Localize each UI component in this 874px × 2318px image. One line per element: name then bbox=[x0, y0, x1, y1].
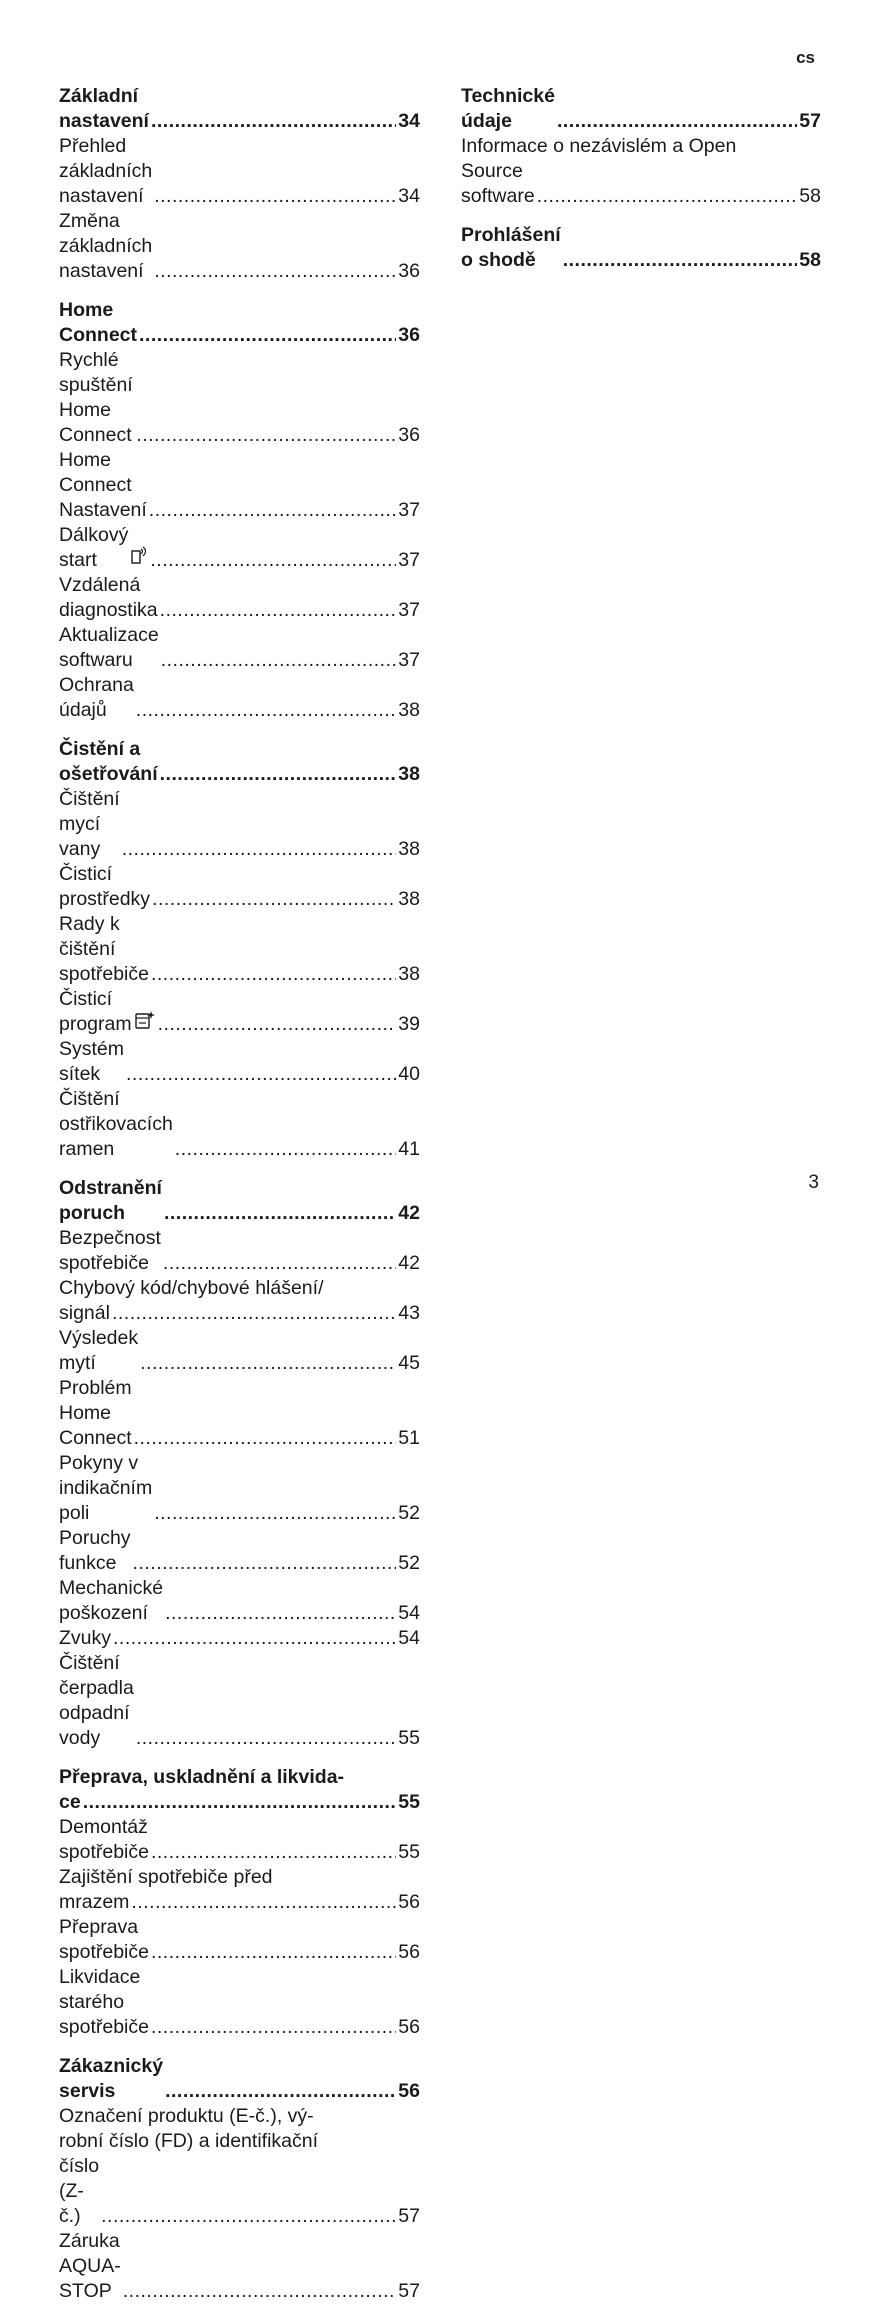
toc-entry[interactable] bbox=[59, 912, 420, 987]
toc-page-number: 42 bbox=[398, 1252, 420, 1274]
toc-entry-title: Čištění ostřikovacích ramen bbox=[59, 1088, 173, 1160]
toc-entry[interactable] bbox=[59, 1576, 420, 1626]
dot-leader bbox=[123, 2279, 397, 2304]
toc-entry-title: Přehled základních nastavení bbox=[59, 135, 153, 207]
toc-page-number: 51 bbox=[398, 1427, 420, 1449]
toc-entry-title: Vzdálená diagnostika bbox=[59, 574, 158, 621]
toc-page-number: 37 bbox=[398, 599, 420, 621]
dot-leader bbox=[175, 1137, 397, 1162]
toc-entry[interactable] bbox=[59, 1451, 420, 1526]
toc-entry-title: Home Connect Nastavení bbox=[59, 449, 147, 521]
toc-entry-title: Mechanické poškození bbox=[59, 1577, 164, 1624]
toc-entry-title: Přeprava spotřebiče bbox=[59, 1916, 149, 1963]
toc-section-heading-line bbox=[59, 1765, 420, 1790]
toc-page-number: 55 bbox=[398, 1727, 420, 1749]
toc-section bbox=[59, 1765, 420, 2040]
toc-page-number: 36 bbox=[398, 260, 420, 282]
toc-entry[interactable] bbox=[59, 448, 420, 523]
toc-section bbox=[59, 737, 420, 1162]
toc-entry-title: Systém sítek bbox=[59, 1038, 125, 1085]
toc-entry[interactable] bbox=[59, 673, 420, 723]
toc-page-number: 56 bbox=[398, 2016, 420, 2038]
toc-page-number: 43 bbox=[398, 1302, 420, 1324]
toc-right-column bbox=[461, 84, 821, 287]
toc-entry[interactable] bbox=[59, 1376, 420, 1451]
toc-page-number: 56 bbox=[398, 1941, 420, 1963]
toc-entry[interactable] bbox=[59, 209, 420, 284]
dot-leader bbox=[101, 2204, 396, 2229]
toc-entry-title: Pokyny v indikačním poli bbox=[59, 1452, 153, 1524]
toc-entry-title: Čištění čerpadla odpadní vody bbox=[59, 1652, 134, 1749]
dot-leader bbox=[134, 1426, 397, 1451]
dot-leader bbox=[158, 1012, 397, 1037]
toc-page-number: 58 bbox=[799, 249, 821, 271]
toc-page-number: 57 bbox=[398, 2280, 420, 2302]
toc-entry-title: Source software bbox=[461, 160, 535, 207]
toc-entry-title: Aktualizace softwaru bbox=[59, 624, 159, 671]
toc-page-number: 42 bbox=[398, 1202, 420, 1224]
toc-page-number: 40 bbox=[398, 1063, 420, 1085]
toc-page-number: 37 bbox=[398, 549, 420, 571]
toc-entry[interactable] bbox=[59, 348, 420, 448]
toc-entry-line bbox=[59, 2129, 420, 2154]
toc-page-number: 54 bbox=[398, 1627, 420, 1649]
toc-page-number: 38 bbox=[398, 888, 420, 910]
toc-entry-line bbox=[59, 1276, 420, 1301]
dot-leader bbox=[154, 184, 396, 209]
toc-page-number: 55 bbox=[398, 1791, 420, 1813]
dot-leader bbox=[160, 598, 397, 623]
toc-entry-title: ce bbox=[59, 1791, 81, 1813]
toc-entry[interactable] bbox=[59, 787, 420, 862]
toc-page-number: 36 bbox=[398, 324, 420, 346]
dot-leader bbox=[150, 548, 396, 573]
toc-page-number: 38 bbox=[398, 763, 420, 785]
dot-leader bbox=[140, 1351, 396, 1376]
toc-page-number: 37 bbox=[398, 649, 420, 671]
dot-leader bbox=[161, 648, 397, 673]
dot-leader bbox=[149, 498, 397, 523]
dot-leader bbox=[537, 184, 798, 209]
toc-entry-title: Rady k čištění spotřebiče bbox=[59, 913, 149, 985]
toc-entry-title: Rychlé spuštění Home Connect bbox=[59, 349, 133, 446]
toc-entry-title: Zajištění spotřebiče před bbox=[59, 1866, 273, 1888]
toc-page-number: 56 bbox=[398, 1891, 420, 1913]
toc-section bbox=[59, 1176, 420, 1751]
dot-leader bbox=[160, 762, 397, 787]
dot-leader bbox=[151, 1940, 396, 1965]
dot-leader bbox=[563, 248, 798, 273]
toc-entry[interactable] bbox=[59, 1037, 420, 1087]
toc-page-number: 54 bbox=[398, 1602, 420, 1624]
toc-entry-title: Dálkový start bbox=[59, 524, 129, 571]
toc-page-number: 34 bbox=[398, 185, 420, 207]
remote-start-icon bbox=[130, 546, 148, 573]
toc-section-heading[interactable] bbox=[59, 1790, 420, 1815]
toc-entry-title: Přeprava, uskladnění a likvida- bbox=[59, 1766, 345, 1788]
dot-leader bbox=[133, 1551, 397, 1576]
toc-entry[interactable] bbox=[461, 159, 821, 209]
toc-entry[interactable] bbox=[59, 623, 420, 673]
dot-leader bbox=[165, 1601, 396, 1626]
dot-leader bbox=[154, 1501, 396, 1526]
toc-page-number: 52 bbox=[398, 1502, 420, 1524]
toc-section-heading[interactable] bbox=[59, 2054, 420, 2104]
toc-section-heading[interactable] bbox=[59, 1176, 420, 1226]
dot-leader bbox=[83, 1790, 397, 1815]
dot-leader bbox=[139, 323, 396, 348]
toc-entry[interactable] bbox=[59, 1815, 420, 1865]
toc-entry-title: Výsledek mytí bbox=[59, 1327, 139, 1374]
dot-leader bbox=[151, 1840, 396, 1865]
toc-page-number: 38 bbox=[398, 963, 420, 985]
toc-page-number: 52 bbox=[398, 1552, 420, 1574]
toc-entry-title: Čisticí prostředky bbox=[59, 863, 151, 910]
toc-entry[interactable] bbox=[59, 2154, 420, 2229]
toc-entry-title: Technické údaje bbox=[461, 85, 555, 132]
toc-page-number: 38 bbox=[398, 838, 420, 860]
toc-section-heading[interactable] bbox=[461, 223, 821, 273]
toc-entry-title: Likvidace starého spotřebiče bbox=[59, 1966, 149, 2038]
toc-entry-line bbox=[59, 2104, 420, 2129]
toc-page-number: 57 bbox=[398, 2205, 420, 2227]
toc-entry[interactable] bbox=[59, 1626, 420, 1651]
page-number: 3 bbox=[808, 1172, 819, 1193]
toc-page-number: 38 bbox=[398, 699, 420, 721]
toc-page-number: 45 bbox=[398, 1352, 420, 1374]
toc-entry-title: Odstranění poruch bbox=[59, 1177, 162, 1224]
toc-section-heading[interactable] bbox=[461, 84, 821, 134]
toc-page-number: 41 bbox=[398, 1138, 420, 1160]
dot-leader bbox=[151, 109, 396, 134]
toc-entry-title: Označení produktu (E-č.), vý- bbox=[59, 2105, 314, 2127]
dot-leader bbox=[136, 1726, 396, 1751]
toc-entry-line bbox=[461, 134, 821, 159]
toc-entry-title: Prohlášení o shodě bbox=[461, 224, 561, 271]
dot-leader bbox=[112, 1301, 396, 1326]
dot-leader bbox=[165, 2079, 396, 2104]
toc-entry-title: číslo (Z-č.) bbox=[59, 2155, 100, 2227]
toc-page-number: 57 bbox=[799, 110, 821, 132]
dot-leader bbox=[122, 837, 397, 862]
toc-entry-title: Informace o nezávislém a Open bbox=[461, 135, 737, 157]
dot-leader bbox=[154, 259, 396, 284]
dot-leader bbox=[164, 1201, 396, 1226]
toc-entry-title: mrazem bbox=[59, 1891, 130, 1913]
toc-section bbox=[59, 84, 420, 284]
cleaning-program-icon bbox=[134, 1010, 156, 1037]
toc-section bbox=[59, 2054, 420, 2304]
toc-entry[interactable] bbox=[59, 1526, 420, 1576]
toc-entry[interactable] bbox=[59, 1326, 420, 1376]
toc-entry-title: Bezpečnost spotřebiče bbox=[59, 1227, 161, 1274]
dot-leader bbox=[126, 1062, 396, 1087]
toc-page-number: 58 bbox=[799, 185, 821, 207]
toc-entry-title: Čisticí program bbox=[59, 988, 132, 1035]
toc-entry-title: Zákaznický servis bbox=[59, 2055, 164, 2102]
toc-page-number: 34 bbox=[398, 110, 420, 132]
dot-leader bbox=[136, 423, 396, 448]
toc-entry-line bbox=[59, 1865, 420, 1890]
toc-entry-title: Demontáž spotřebiče bbox=[59, 1816, 149, 1863]
dot-leader bbox=[136, 698, 397, 723]
toc-entry-title: Poruchy funkce bbox=[59, 1527, 131, 1574]
toc-page-number: 55 bbox=[398, 1841, 420, 1863]
toc-entry[interactable] bbox=[59, 1965, 420, 2040]
dot-leader bbox=[131, 1890, 396, 1915]
dot-leader bbox=[113, 1626, 396, 1651]
dot-leader bbox=[557, 109, 797, 134]
toc-entry-title: signál bbox=[59, 1302, 110, 1324]
dot-leader bbox=[151, 962, 396, 987]
toc-entry[interactable] bbox=[59, 2229, 420, 2304]
toc-entry-title: Ochrana údajů bbox=[59, 674, 134, 721]
toc-entry-title: Chybový kód/chybové hlášení/ bbox=[59, 1277, 324, 1299]
toc-entry[interactable] bbox=[59, 1087, 420, 1162]
toc-entry-title: Čistění a ošetřování bbox=[59, 738, 158, 785]
toc-page-number: 39 bbox=[398, 1013, 420, 1035]
toc-entry[interactable] bbox=[59, 1226, 420, 1276]
toc-entry-title: Změna základních nastavení bbox=[59, 210, 153, 282]
toc-entry[interactable] bbox=[59, 1915, 420, 1965]
toc-entry-title: Čištění mycí vany bbox=[59, 788, 120, 860]
toc-section bbox=[461, 84, 821, 209]
toc-entry-title: Zvuky bbox=[59, 1627, 112, 1649]
dot-leader bbox=[152, 887, 396, 912]
language-code: cs bbox=[796, 48, 815, 67]
dot-leader bbox=[151, 2015, 396, 2040]
toc-entry[interactable] bbox=[59, 523, 420, 573]
toc-left-column bbox=[59, 84, 420, 2318]
toc-entry-title: Základní nastavení bbox=[59, 85, 149, 132]
toc-entry[interactable] bbox=[59, 1301, 420, 1326]
toc-entry-title: Home Connect bbox=[59, 299, 137, 346]
toc-entry[interactable] bbox=[59, 573, 420, 623]
toc-section-heading[interactable] bbox=[59, 737, 420, 787]
toc-section-heading[interactable] bbox=[59, 298, 420, 348]
toc-entry[interactable] bbox=[59, 1651, 420, 1751]
toc-section bbox=[59, 298, 420, 723]
toc-section-heading[interactable] bbox=[59, 84, 420, 134]
toc-section bbox=[461, 223, 821, 273]
toc-entry[interactable] bbox=[59, 862, 420, 912]
toc-entry-title: Problém Home Connect bbox=[59, 1377, 132, 1449]
toc-entry[interactable] bbox=[59, 987, 420, 1037]
toc-page-number: 56 bbox=[398, 2080, 420, 2102]
toc-entry-title: robní číslo (FD) a identifikační bbox=[59, 2130, 319, 2152]
toc-page-number: 37 bbox=[398, 499, 420, 521]
toc-entry-title: Záruka AQUA-STOP bbox=[59, 2230, 121, 2302]
dot-leader bbox=[163, 1251, 396, 1276]
toc-entry[interactable] bbox=[59, 1890, 420, 1915]
toc-entry[interactable] bbox=[59, 134, 420, 209]
toc-page-number: 36 bbox=[398, 424, 420, 446]
